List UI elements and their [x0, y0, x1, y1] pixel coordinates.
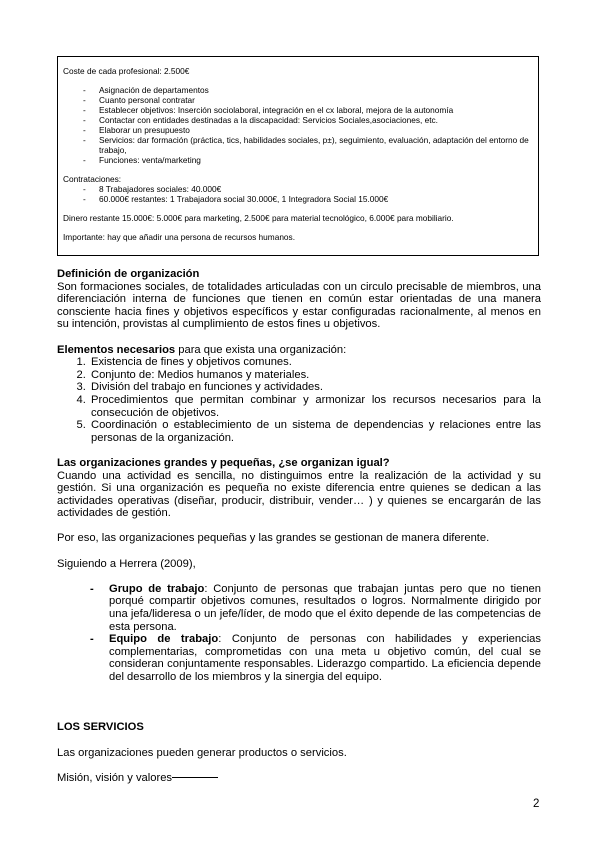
grupo-item — [57, 583, 541, 633]
list-item: - 8 Trabajadores sociales: 40.000€ — [63, 184, 532, 194]
elementos-heading: Elementos necesarios — [57, 343, 176, 356]
coste-line: Coste de cada profesional: 2.500€ — [63, 66, 190, 76]
elementos-intro: para que exista una organización: — [175, 343, 347, 356]
grandes-heading: Las organizaciones grandes y pequeñas, ¿se organizan igual? — [57, 456, 390, 469]
list-item: 5. Coordinación o establecimiento de un sistema de dependencias y relaciones entre las personas de la organización. — [89, 419, 541, 444]
list-item: 4. Procedimientos que permitan combinar y armonizar los recursos necesarios para la consecución de objetivos. — [89, 394, 541, 419]
underline-rule — [172, 777, 218, 778]
list-item: 3. División del trabajo en funciones y actividades. — [89, 381, 541, 394]
equipo-item — [57, 633, 541, 683]
grandes-paragraph-1: Cuando una actividad es sencilla, no distinguimos entre la realización de la actividad y su gestión. Si una organización es pequeña no existe diferencia entre quienes se dedican a las actividades operativas (diseñar, producir, distribuir, vender… ) y quienes se encargarán de las actividades de gestión. — [57, 469, 541, 520]
contrataciones-title: Contrataciones: — [63, 174, 122, 184]
grupo-term: Grupo de trabajo — [109, 582, 205, 595]
importante-line: Importante: hay que añadir una persona de recursos humanos. — [63, 232, 295, 242]
equipo-definition: : Conjunto de personas con habilidades y experiencias complementarias, comprometidas con una meta u objetivo común, del cual se consideran conjuntamente responsables. Liderazgo compartido. La eficiencia depende del desarrollo de los miembros y la sinergia del equipo. — [109, 633, 541, 683]
elementos-list — [57, 356, 541, 444]
list-item: - Contactar con entidades destinadas a la discapacidad: Servicios Sociales,asociaciones, etc. — [63, 115, 532, 125]
servicios-paragraph: Las organizaciones pueden generar productos o servicios. — [57, 746, 347, 759]
definitions-list — [57, 583, 541, 684]
contrataciones-list — [63, 184, 532, 204]
list-item: 2. Conjunto de: Medios humanos y materiales. — [89, 369, 541, 382]
servicios-heading: LOS SERVICIOS — [57, 721, 144, 734]
page-number: 2 — [533, 798, 540, 810]
notes-box — [57, 56, 539, 256]
mision-line: Misión, visión y valores — [57, 771, 173, 784]
dinero-line: Dinero restante 15.000€: 5.000€ para marketing, 2.500€ para material tecnológico, 6.000€ para mobiliario. — [63, 213, 454, 223]
definicion-heading: Definición de organización — [57, 268, 200, 280]
list-item: - Funciones: venta/marketing — [63, 155, 532, 165]
task-list — [63, 85, 532, 165]
list-item: - Asignación de departamentos — [63, 85, 532, 95]
list-item: - Servicios: dar formación (práctica, tics, habilidades sociales, p±), seguimiento, evaluación, adaptación del entorno de trabajo, — [63, 135, 532, 155]
grandes-paragraph-2: Por eso, las organizaciones pequeñas y las grandes se gestionan de manera diferente. — [57, 532, 490, 545]
list-item: - Elaborar un presupuesto — [63, 125, 532, 135]
document-body — [57, 268, 541, 784]
definicion-text: Son formaciones sociales, de totalidades articuladas con un circulo precisable de miembros, una diferenciación interna de funciones que tienen en común estar orientadas de una manera consciente hacia fines y objetivos específicos y estar configuradas racionalmente, al menos en su intención, provistas al cumplimiento de estos fines u objetivos. — [57, 280, 541, 331]
grupo-definition: : Conjunto de personas que trabajan juntas pero que no tienen porqué compartir objetivos comunes, resultados o logros. Normalmente dirigido por una jefa/lideresa o un jefe/líder, de modo que el éxito depende de las competencias de esta persona. — [109, 582, 541, 633]
list-item: - Cuanto personal contratar — [63, 95, 532, 105]
list-item: - 60.000€ restantes: 1 Trabajadora social 30.000€, 1 Integradora Social 15.000€ — [63, 194, 532, 204]
list-item: - Establecer objetivos: Inserción sociolaboral, integración en el cx laboral, mejora de la autonomía — [63, 105, 532, 115]
herrera-citation: Siguiendo a Herrera (2009), — [57, 557, 196, 570]
list-item: 1. Existencia de fines y objetivos comunes. — [89, 356, 541, 369]
equipo-term: Equipo de trabajo — [109, 633, 219, 646]
